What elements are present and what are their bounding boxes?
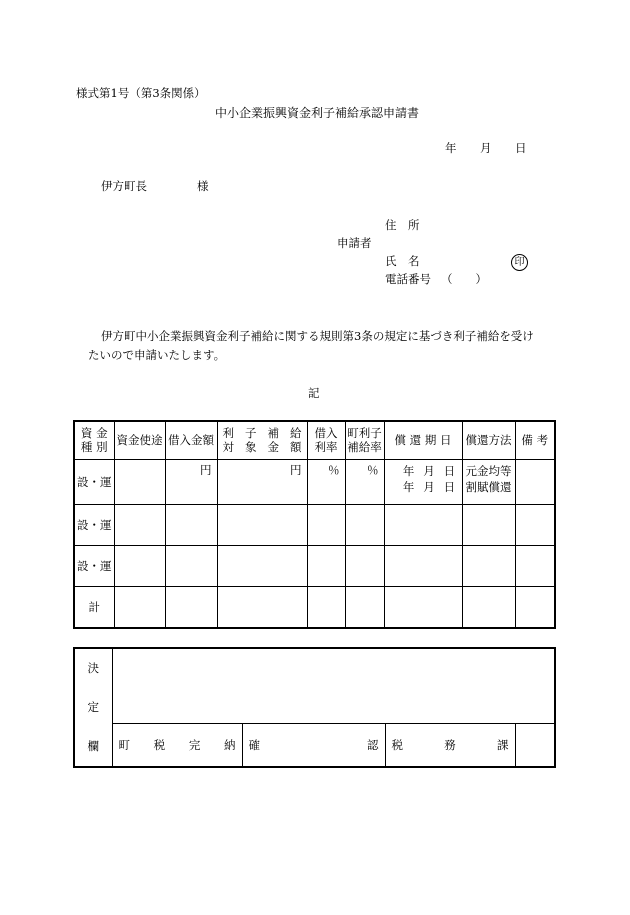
applicant-phone-label: 電話番号 — [385, 272, 431, 286]
tax-office-cell: 税 務 課 — [385, 723, 515, 767]
seal-icon: 印 — [511, 254, 528, 271]
header-town-rate: 町利子 補給率 — [345, 421, 384, 460]
header-fund-type: 資 金 種 別 — [74, 421, 114, 460]
header-remarks: 備 考 — [515, 421, 555, 460]
addressee-name: 伊方町長 — [101, 179, 147, 193]
town-rate-cell[interactable]: ％ — [345, 460, 384, 505]
decision-content-area[interactable] — [112, 648, 555, 723]
date-day-label: 日 — [515, 141, 527, 155]
header-subsidy-amount: 利 子 補 給 対 象 金 額 — [217, 421, 307, 460]
table-row — [74, 505, 555, 546]
confirm-cell: 確 認 — [242, 723, 385, 767]
body-text-line2: たいので申請いたします。 — [88, 348, 226, 362]
total-label-cell: 計 — [74, 587, 114, 629]
loan-amount-cell[interactable]: 円 — [165, 460, 217, 505]
decision-table — [73, 647, 556, 768]
row-type-cell: 設・運 — [74, 505, 114, 546]
fund-use-cell[interactable] — [114, 460, 165, 505]
table-header-row — [74, 421, 555, 460]
row-type-cell: 設・運 — [74, 546, 114, 587]
header-repayment-method: 償還方法 — [462, 421, 515, 460]
record-label: 記 — [308, 386, 320, 400]
applicant-name-label: 氏 名 — [385, 254, 420, 268]
tax-office-seal-cell[interactable] — [515, 723, 555, 767]
header-loan-rate: 借入 利率 — [307, 421, 345, 460]
date-year-label: 年 — [445, 141, 457, 155]
header-repayment-period: 償 還 期 日 — [384, 421, 462, 460]
town-tax-cell: 町 税 完 納 — [112, 723, 242, 767]
form-number: 様式第1号（第3条関係） — [76, 86, 206, 100]
applicant-address-label: 住 所 — [385, 218, 420, 232]
addressee-honorific: 様 — [197, 179, 209, 193]
header-fund-use: 資金使途 — [114, 421, 165, 460]
header-loan-amount: 借入金額 — [165, 421, 217, 460]
applicant-label: 申請者 — [337, 236, 372, 250]
decision-label: 決 定 欄 — [74, 648, 112, 767]
table-total-row — [74, 587, 555, 629]
subsidy-amount-cell[interactable]: 円 — [217, 460, 307, 505]
applicant-phone-paren: （ ） — [441, 272, 487, 286]
remarks-cell[interactable] — [515, 460, 555, 505]
date-month-label: 月 — [480, 141, 492, 155]
table-row — [74, 460, 555, 505]
repayment-method-cell[interactable]: 元金均等 割賦償還 — [462, 460, 515, 505]
loan-table — [73, 420, 556, 629]
loan-rate-cell[interactable]: ％ — [307, 460, 345, 505]
page-title: 中小企業振興資金利子補給承認申請書 — [215, 106, 420, 120]
row-type-cell: 設・運 — [74, 460, 114, 505]
body-text-line1: 伊方町中小企業振興資金利子補給に関する規則第3条の規定に基づき利子補給を受け — [101, 329, 534, 343]
repayment-period-cell[interactable]: 年 月 日 年 月 日 — [384, 460, 462, 505]
table-row — [74, 546, 555, 587]
